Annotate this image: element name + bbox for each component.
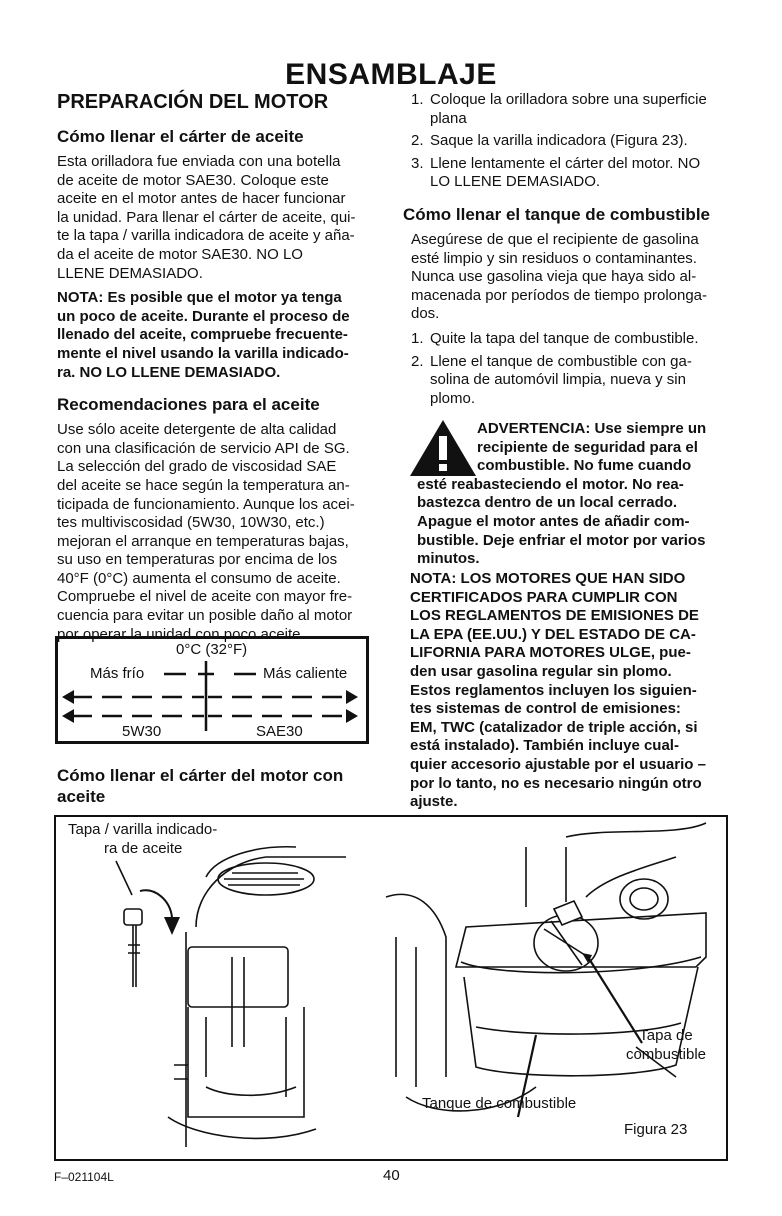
page-number: 40 bbox=[383, 1167, 400, 1184]
list-item: 2. Saque la varilla indicadora (Figura 23). bbox=[411, 132, 688, 150]
fuel-steps bbox=[403, 330, 733, 408]
oil-steps bbox=[403, 91, 733, 192]
oil-fill-heading: Cómo llenar el cárter de aceite bbox=[57, 127, 304, 146]
section-title: PREPARACIÓN DEL MOTOR bbox=[57, 91, 329, 113]
list-item: 2. Llene el tanque de combustible con ga- solina de automóvil limpia, nueva y sin plomo. bbox=[411, 352, 692, 407]
recommend-heading: Recomendaciones para el aceite bbox=[57, 395, 320, 415]
list-item: 1. Quite la tapa del tanque de combustible. bbox=[411, 329, 699, 347]
fuel-text: Asegúrese de que el recipiente de gasolina esté limpio y sin residuos o contaminantes. Nunca use gasolina vieja que haya sido al- macenada por períodos de tiempo prolonga- dos. bbox=[411, 230, 708, 323]
warmer-label: Más caliente bbox=[263, 665, 348, 682]
viscosity-chart bbox=[55, 636, 369, 744]
crankcase-heading: Cómo llenar el cárter del motor con aceite bbox=[57, 766, 344, 806]
oil-single-label: SAE30 bbox=[256, 723, 303, 740]
oil-fill-text: Esta orilladora fue enviada con una botella de aceite de motor SAE30. Coloque este aceite en el motor antes de hacer funcionar la unidad. Para llenar el cárter de aceite, qui- te la tapa / varilla indicadora de aceite y aña- da el aceite de motor SAE30. NO LO LLENE DEMASIADO. bbox=[57, 153, 356, 282]
viscosity-arrows bbox=[58, 639, 366, 741]
temp-label: 0°C (32°F) bbox=[176, 641, 248, 658]
page-title: ENSAMBLAJE bbox=[285, 58, 497, 91]
engine-oil-illustration bbox=[56, 817, 396, 1159]
list-item: 1. Coloque la orilladora sobre una superficie plana bbox=[411, 91, 707, 127]
emissions-note: NOTA: LOS MOTORES QUE HAN SIDO CERTIFICADOS PARA CUMPLIR CON LOS REGLAMENTOS DE EMISIONES DE LA EPA (EE.UU.) Y DEL ESTADO DE CA- LIFORNIA PARA MOTORES ULGE, pue- den usar gasolina regular sin plomo. Estos reglamentos incluyen los siguien- tes sistemas de control de emisiones: EM, TWC (catalizador de triple acción, si está instalado). También incluye cual- quier accesorio ajustable por el usuario – por lo tanto, no es necesario ningún otro ajuste. bbox=[410, 570, 706, 811]
dipstick-label: Tapa / varilla indicado- ra de aceite bbox=[68, 821, 218, 857]
fuel-cap-label: Tapa de combustible bbox=[625, 1027, 707, 1063]
figure-caption: Figura 23 bbox=[624, 1121, 688, 1138]
recommend-text: Use sólo aceite detergente de alta calidad con una clasificación de servicio API de SG. La selección del grado de viscosidad SAE del aceite se hace según la temperatura an- ticipada de funcionamiento. Aunque los acei- tes multiviscosidad (5W30, 10W30, etc.) mejoran el arranque en temperaturas bajas, su uso en temperaturas por encima de los 40°F (0°C) aumenta el consumo de aceite. Compruebe el nivel de aceite con mayor fre- cuencia para evitar un posible daño al motor por operar la unidad con poco aceite. bbox=[57, 421, 355, 643]
left-column bbox=[57, 91, 375, 644]
oil-multi-label: 5W30 bbox=[122, 723, 162, 740]
document-code: F–021104L bbox=[54, 1170, 114, 1184]
fuel-heading: Cómo llenar el tanque de combustible bbox=[403, 204, 710, 224]
figure-23 bbox=[54, 815, 728, 1161]
oil-note: NOTA: Es posible que el motor ya tenga un poco de aceite. Durante el proceso de llenado del aceite, compruebe frecuente- mente el nivel usando la varilla indicado- ra. NO LO LLENE DEMASIADO. bbox=[57, 289, 350, 381]
list-item: 3. Llene lentamente el cárter del motor. NO LO LLENE DEMASIADO. bbox=[411, 154, 701, 191]
right-column bbox=[403, 91, 733, 412]
fuel-tank-label: Tanque de combustible bbox=[422, 1095, 577, 1112]
warning-text: ADVERTENCIA: Use siempre un recipiente de seguridad para el combustible. No fume cuando esté reabasteciendo el motor. No rea- bastezca dentro de un local cerrado. Apague el motor antes de añadir com- bustible. Deje enfriar el motor por varios minutos. bbox=[417, 420, 707, 568]
colder-label: Más frío bbox=[90, 665, 145, 682]
